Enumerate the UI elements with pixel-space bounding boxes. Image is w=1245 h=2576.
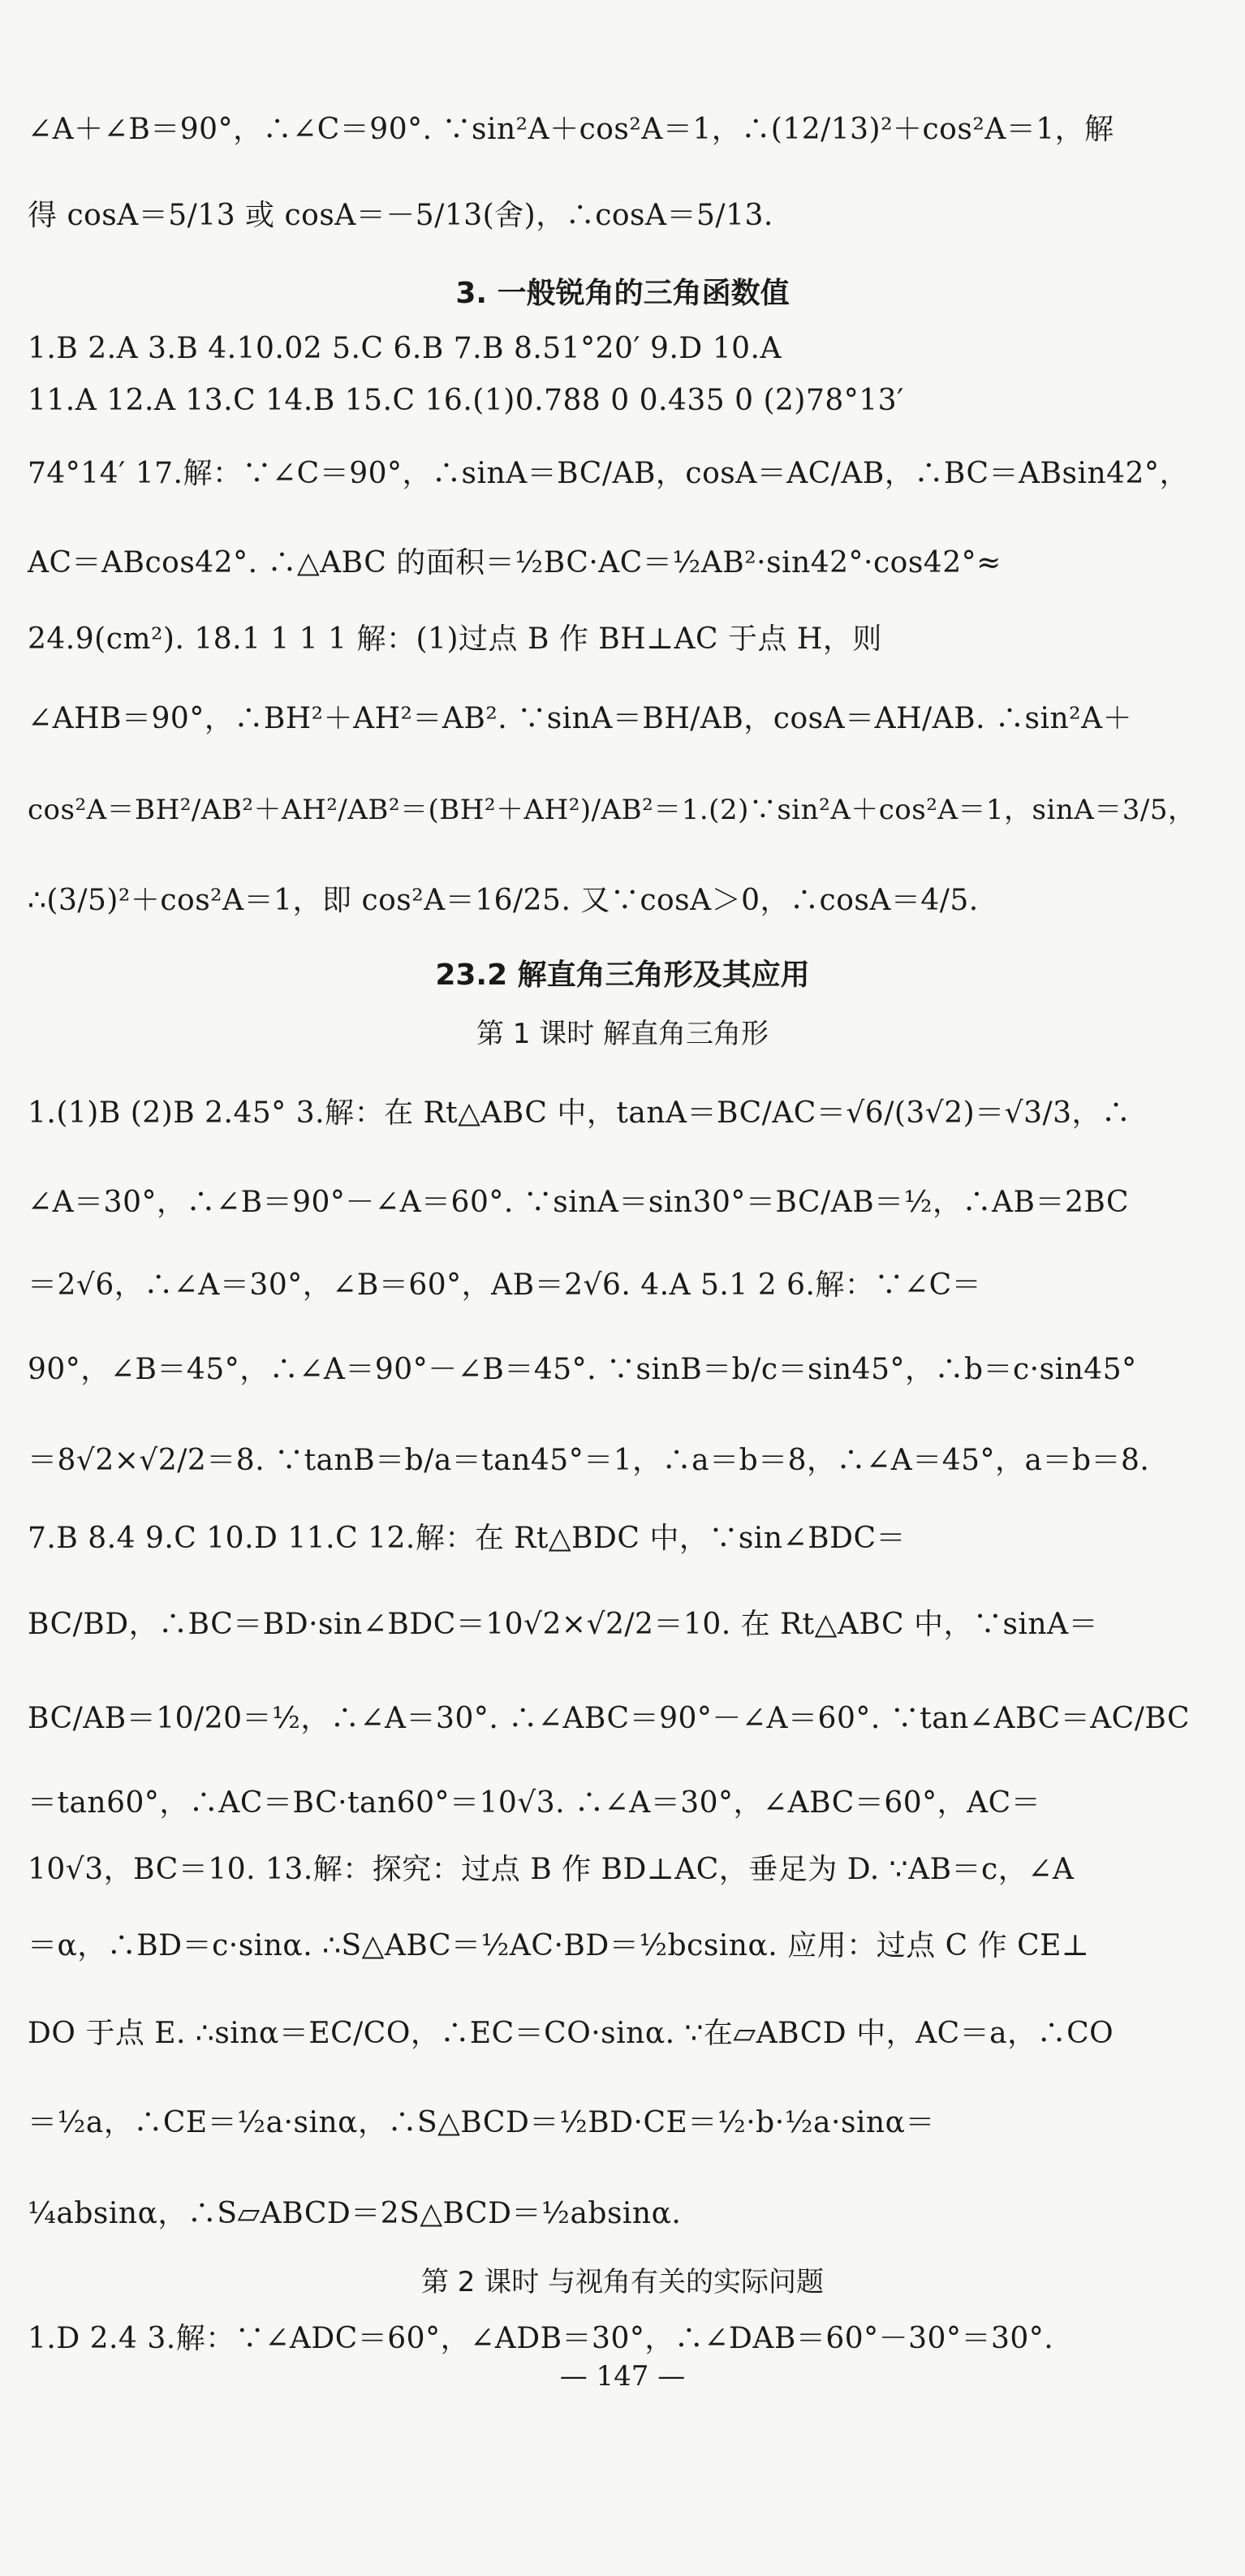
text-line: 74°14′ 17.解：∵∠C＝90°，∴sinA＝BC/AB，cosA＝AC/AB，∴BC＝ABsin42°， [28,457,1189,490]
section-title: 3. 一般锐角的三角函数值 [455,277,790,310]
text-line: 得 cosA＝5/13 或 cosA＝－5/13(舍)，∴cosA＝5/13. [28,199,773,232]
text-line: BC/AB＝10/20＝½，∴∠A＝30°. ∴∠ABC＝90°－∠A＝60°. ∵tan∠ABC＝AC/BC [28,1702,1191,1735]
text-line: 11.A 12.A 13.C 14.B 15.C 16.(1)0.788 0 0.435 0 (2)78°13′ [28,384,904,417]
text-line: 10√3，BC＝10. 13.解：探究：过点 B 作 BD⊥AC，垂足为 D. ∵AB＝c，∠A [28,1853,1075,1886]
text-line: 1.(1)B (2)B 2.45° 3.解：在 Rt△ABC 中，tanA＝BC/AC＝√6/(3√2)＝√3/3，∴ [28,1096,1131,1130]
section-title: 23.2 解直角三角形及其应用 [435,958,810,992]
text-line: ＝2√6，∴∠A＝30°，∠B＝60°，AB＝2√6. 4.A 5.1 2 6.解：∵∠C＝ [28,1269,982,1302]
text-line: 1.B 2.A 3.B 4.10.02 5.C 6.B 7.B 8.51°20′ 9.D 10.A [28,332,782,365]
text-line: ∴(3/5)²＋cos²A＝1，即 cos²A＝16/25. 又∵cosA＞0，∴cosA＝4/5. [28,884,979,917]
text-line: ∠A＝30°，∴∠B＝90°－∠A＝60°. ∵sinA＝sin30°＝BC/AB＝½，∴AB＝2BC [28,1186,1130,1219]
text-line: ＝α，∴BD＝c·sinα. ∴S△ABC＝½AC·BD＝½bcsinα. 应用：过点 C 作 CE⊥ [28,1929,1090,1962]
lesson-title: 第 1 课时 解直角三角形 [476,1018,769,1050]
lesson-title: 第 2 课时 与视角有关的实际问题 [420,2266,825,2298]
page-number: — 147 — [559,2360,686,2393]
text-line: 7.B 8.4 9.C 10.D 11.C 12.解：在 Rt△BDC 中，∵sin∠BDC＝ [28,1522,907,1555]
text-line: ∠A＋∠B＝90°，∴∠C＝90°. ∵sin²A＋cos²A＝1，∴(12/13)²＋cos²A＝1，解 [28,113,1114,146]
text-line: cos²A＝BH²/AB²＋AH²/AB²＝(BH²＋AH²)/AB²＝1.(2)∵sin²A＋cos²A＝1，sinA＝3/5， [28,794,1196,826]
text-line: ＝tan60°，∴AC＝BC·tan60°＝10√3. ∴∠A＝30°，∠ABC＝60°，AC＝ [28,1786,1041,1820]
text-line: ＝8√2×√2/2＝8. ∵tanB＝b/a＝tan45°＝1，∴a＝b＝8，∴∠A＝45°，a＝b＝8. [28,1444,1150,1477]
text-line: 24.9(cm²). 18.1 1 1 1 解：(1)过点 B 作 BH⊥AC 于点 H，则 [28,622,882,656]
text-line: BC/BD，∴BC＝BD·sin∠BDC＝10√2×√2/2＝10. 在 Rt△ABC 中，∵sinA＝ [28,1608,1099,1641]
text-line: DO 于点 E. ∴sinα＝EC/CO，∴EC＝CO·sinα. ∵在▱ABCD 中，AC＝a，∴CO [28,2017,1114,2050]
text-line: 90°，∠B＝45°，∴∠A＝90°－∠B＝45°. ∵sinB＝b/c＝sin45°，∴b＝c·sin45° [28,1353,1137,1386]
text-line: ∠AHB＝90°，∴BH²＋AH²＝AB². ∵sinA＝BH/AB，cosA＝AH/AB. ∴sin²A＋ [28,702,1133,735]
text-line: AC＝ABcos42°. ∴△ABC 的面积＝½BC·AC＝½AB²·sin42°·cos42°≈ [28,546,1002,579]
text-line: ＝½a，∴CE＝½a·sinα，∴S△BCD＝½BD·CE＝½·b·½a·sinα＝ [28,2106,935,2139]
text-line: 1.D 2.4 3.解：∵∠ADC＝60°，∠ADB＝30°，∴∠DAB＝60°－30°＝30°. [28,2322,1054,2355]
text-line: ¼absinα，∴S▱ABCD＝2S△BCD＝½absinα. [28,2197,682,2230]
